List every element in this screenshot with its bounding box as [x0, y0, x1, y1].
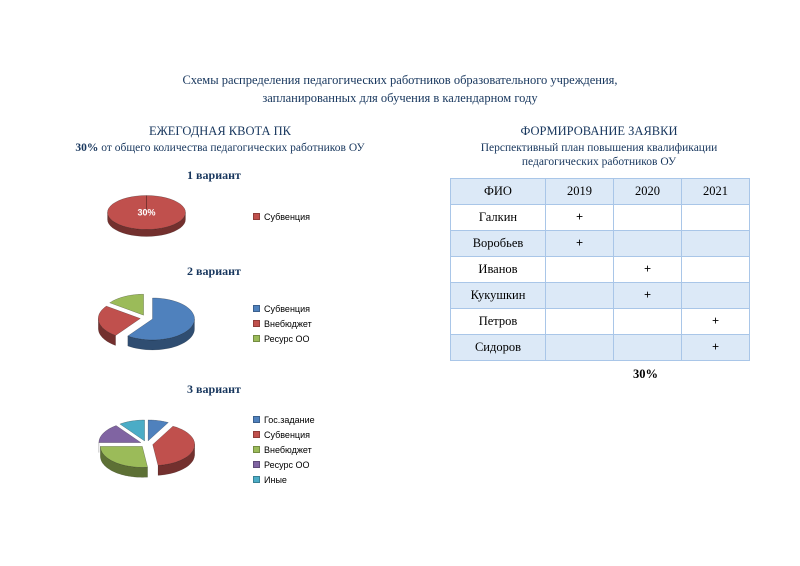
page-title-line2: запланированных для обучения в календарном году: [262, 90, 538, 105]
cell-year-mark: [614, 204, 682, 230]
plan-table-host: [450, 178, 760, 361]
table-header-row: [451, 178, 750, 204]
legend-item: [253, 319, 312, 329]
pie-chart-3: [64, 397, 229, 502]
legend-swatch: [253, 305, 260, 312]
legend-swatch: [253, 461, 260, 468]
quota-note: 30%: [633, 366, 658, 381]
page-title: [0, 72, 800, 107]
cell-year-mark: [546, 256, 614, 282]
legend-swatch: [253, 431, 260, 438]
request-heading: ФОРМИРОВАНИЕ ЗАЯВКИ: [520, 124, 678, 138]
cell-name: Сидоров: [451, 334, 546, 360]
cell-year-mark: [614, 334, 682, 360]
legend-label: Внебюджет: [264, 444, 312, 455]
quota-subtext: от общего количества педагогических работников ОУ: [98, 142, 365, 154]
legend-label: Внебюджет: [264, 318, 312, 329]
cell-year-mark: +: [614, 282, 682, 308]
table-header-year: 2021: [682, 178, 750, 204]
legend-swatch: [253, 476, 260, 483]
table-row: [451, 204, 750, 230]
cell-name: Воробьев: [451, 230, 546, 256]
quota-subheading: [64, 141, 376, 155]
legend-item: [253, 212, 310, 222]
request-subheading: [438, 141, 760, 170]
table-header-fio: ФИО: [451, 178, 546, 204]
cell-year-mark: [682, 204, 750, 230]
legend-1: [229, 183, 310, 250]
annual-quota-section: [64, 124, 376, 502]
table-row: [451, 230, 750, 256]
table-header-year: 2019: [546, 178, 614, 204]
legend-3: [229, 397, 315, 502]
pie-data-label: 30%: [137, 207, 156, 218]
legend-label: Субвенция: [264, 303, 310, 314]
table-row: [451, 334, 750, 360]
legend-swatch: [253, 446, 260, 453]
variant-3-title: 3 вариант: [187, 382, 241, 397]
cell-year-mark: +: [682, 334, 750, 360]
cell-year-mark: +: [614, 256, 682, 282]
cell-year-mark: +: [546, 230, 614, 256]
cell-name: Галкин: [451, 204, 546, 230]
legend-swatch: [253, 320, 260, 327]
legend-2: [229, 279, 312, 368]
legend-label: Ресурс ОО: [264, 333, 310, 344]
legend-label: Гос.задание: [264, 414, 315, 425]
legend-label: Иные: [264, 474, 287, 485]
pie-chart-1: [64, 183, 229, 250]
cell-year-mark: [546, 308, 614, 334]
cell-year-mark: [546, 334, 614, 360]
legend-item: [253, 460, 315, 470]
pie-chart-svg: [64, 183, 229, 245]
cell-name: Петров: [451, 308, 546, 334]
variant-1-chart: [64, 183, 364, 250]
cell-year-mark: [546, 282, 614, 308]
legend-swatch: [253, 335, 260, 342]
table-header-year: 2020: [614, 178, 682, 204]
legend-item: [253, 334, 312, 344]
quota-heading: ЕЖЕГОДНАЯ КВОТА ПК: [148, 124, 292, 138]
request-section: [438, 124, 760, 382]
pie-chart-svg: [64, 397, 229, 497]
cell-year-mark: [682, 230, 750, 256]
table-row: [451, 256, 750, 282]
quota-percent: 30%: [75, 142, 99, 154]
legend-item: [253, 430, 315, 440]
cell-name: Иванов: [451, 256, 546, 282]
cell-name: Кукушкин: [451, 282, 546, 308]
legend-item: [253, 415, 315, 425]
variant-1-title: 1 вариант: [187, 168, 241, 183]
qualification-plan-table: [450, 178, 750, 361]
cell-year-mark: +: [546, 204, 614, 230]
request-sub-line1: Перспективный план повышения квалификации: [480, 142, 718, 154]
cell-year-mark: [614, 230, 682, 256]
cell-year-mark: +: [682, 308, 750, 334]
legend-item: [253, 475, 315, 485]
request-sub-line2: педагогических работников ОУ: [521, 156, 677, 169]
variant-2-title: 2 вариант: [187, 264, 241, 279]
legend-label: Ресурс ОО: [264, 459, 310, 470]
pie-chart-2: [64, 279, 229, 368]
legend-item: [253, 445, 315, 455]
variant-2-chart: [64, 279, 364, 368]
variant-3-chart: [64, 397, 364, 502]
legend-label: Субвенция: [264, 211, 310, 222]
legend-label: Субвенция: [264, 429, 310, 440]
legend-item: [253, 304, 312, 314]
pie-chart-svg: [64, 279, 229, 363]
table-row: [451, 282, 750, 308]
legend-swatch: [253, 416, 260, 423]
cell-year-mark: [682, 282, 750, 308]
cell-year-mark: [682, 256, 750, 282]
table-row: [451, 308, 750, 334]
page-title-line1: Схемы распределения педагогических работников образовательного учреждения,: [182, 73, 618, 87]
cell-year-mark: [614, 308, 682, 334]
legend-swatch: [253, 213, 260, 220]
